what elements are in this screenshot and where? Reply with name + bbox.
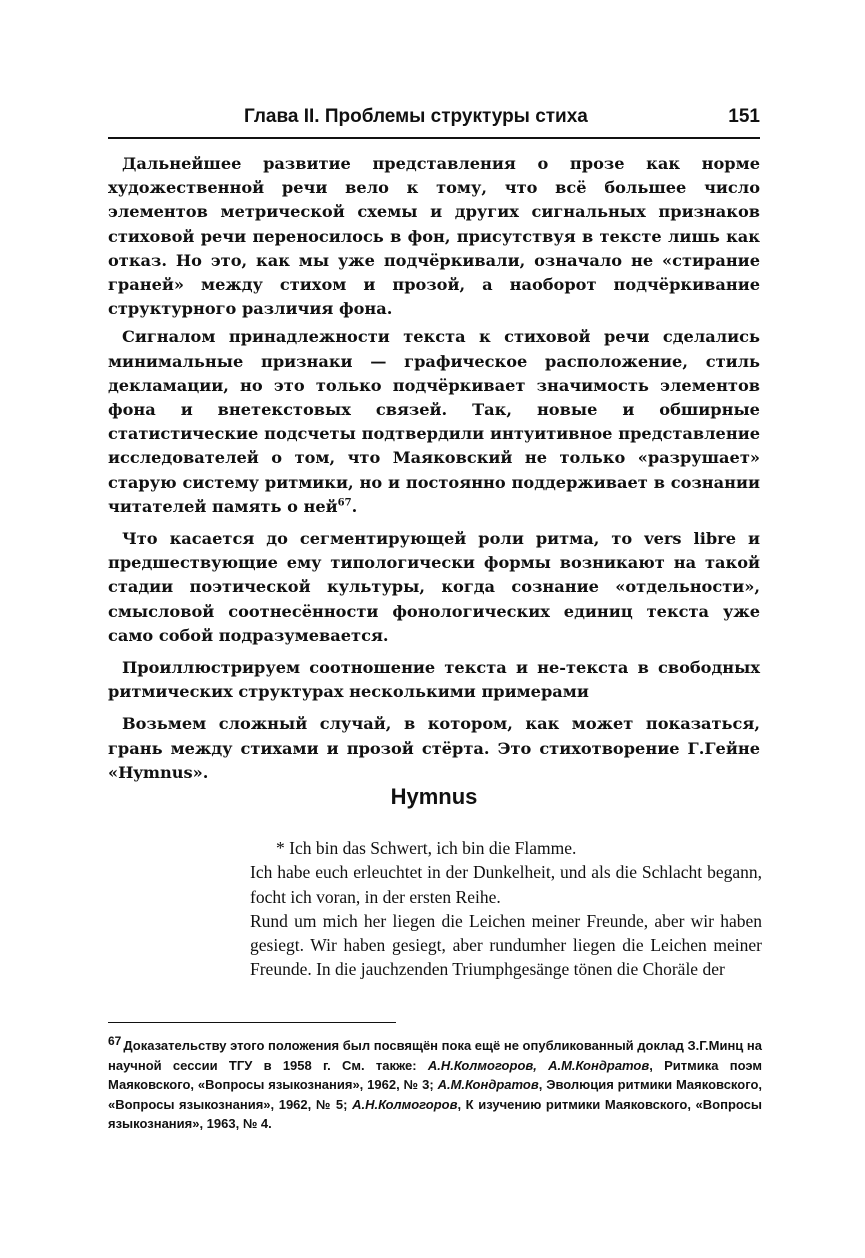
paragraph-2	[108, 325, 760, 519]
poem-text	[250, 836, 762, 982]
footnote-author-1: А.Н.Колмогоров, А.М.Кондратов	[427, 1057, 650, 1073]
footnote-text-4: , К изучению ритмики Маяковского, «Вопросы языкознания», 1963, № 4.	[108, 1096, 762, 1131]
poem-line-3: Rund um mich her liegen die Leichen meiner Freunde, aber wir haben gesiegt. Wir haben gesiegt, aber rundumher liegen die Leichen meiner Freunde. In die jauchzenden Triumphgesänge tönen die Choräle der	[250, 910, 762, 980]
running-header	[108, 106, 760, 136]
poem-line-1: * Ich bin das Schwert, ich bin die Flamme.	[276, 838, 577, 858]
poem-title: Hymnus	[390, 784, 478, 809]
chapter-title: Глава II. Проблемы структуры стиха	[244, 106, 588, 127]
footnote-ref[interactable]: 67	[337, 497, 352, 509]
footnote-author-2: А.М.Кондратов	[437, 1077, 539, 1092]
footnote	[108, 1033, 762, 1134]
footnote-author-3: А.Н.Колмогоров	[352, 1096, 458, 1112]
page-number: 151	[728, 106, 760, 127]
footnote-text-1: Доказательству этого положения был посвящён пока ещё не опубликованный доклад З.Г.Минц на научной сессии ТГУ в 1958 г. См. также:	[108, 1038, 762, 1073]
footnote-rule	[108, 1022, 396, 1023]
paragraph-2-end: .	[351, 496, 358, 516]
paragraph-3: Что касается до сегментирующей роли ритма, то vers libre и предшествующие ему типологически формы возникают на такой стадии поэтической культуры, когда сознание «отдельности», смысловой соотнесённости фонологических единиц текста уже само собой подразумевается.	[108, 529, 760, 645]
footnote-text-3: , Эволюция ритмики Маяковского, «Вопросы языкознания», 1962, № 5;	[108, 1077, 762, 1112]
paragraph-5: Возьмем сложный случай, в котором, как может показаться, грань между стихами и прозой стёрта. Это стихотворение Г.Гейне «Hymnus».	[108, 714, 760, 782]
footnote-number: 67	[108, 1033, 122, 1048]
paragraph-2-text: Сигналом принадлежности текста к стиховой речи сделались минимальные признаки — графическое расположение, стиль декламации, но это только подчёркивает значимость элементов фона и внетекстовых связей. Так, новые и обширные статистические подсчеты подтвердили интуитивное представление исследователей о том, что Маяковский не только «разрушает» старую систему ритмики, но и постоянно поддерживает в сознании читателей память о ней	[108, 327, 760, 516]
paragraph-4: Проиллюстрируем соотношение текста и не-текста в свободных ритмических структурах несколькими примерами	[108, 658, 760, 702]
main-text	[108, 152, 760, 793]
header-rule	[108, 137, 760, 139]
poem-line-2: Ich habe euch erleuchtet in der Dunkelheit, und als die Schlacht begann, focht ich voran, in der ersten Reihe.	[250, 862, 762, 907]
footnote-text-2: , Ритмика поэм Маяковского, «Вопросы языкознания», 1962, № 3;	[108, 1057, 762, 1092]
paragraph-1: Дальнейшее развитие представления о прозе как норме художественной речи вело к тому, что всё большее число элементов метрической схемы и других сигнальных признаков стиховой речи переносилось в фон, присутствуя в тексте лишь как отказ. Но это, как мы уже подчёркивали, означало не «стирание граней» между стихом и прозой, а наоборот подчёркивание структурного различия фона.	[108, 154, 760, 319]
